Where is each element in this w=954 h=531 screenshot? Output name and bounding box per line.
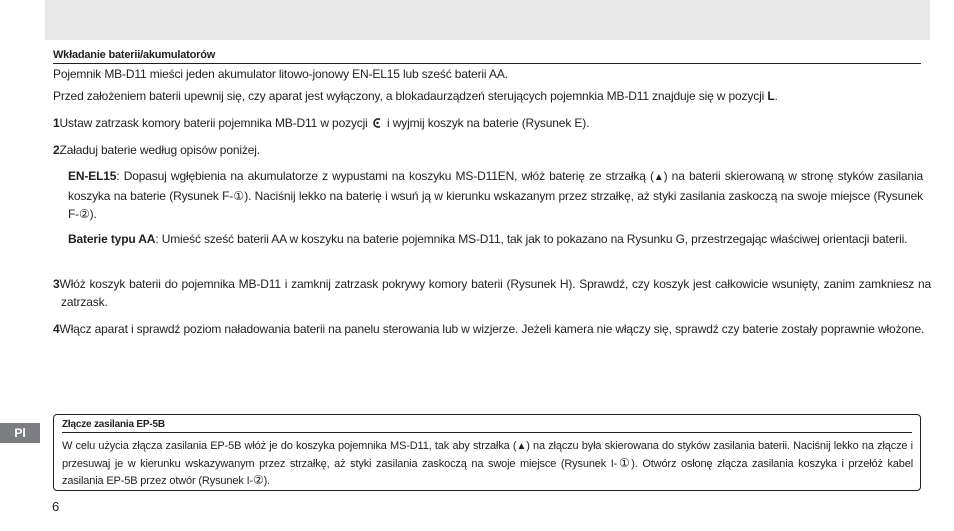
- arrow-up-icon: ▲: [516, 441, 527, 452]
- sub-aa: Baterie typu AA: Umieść sześć baterii AA w koszyku na baterie pojemnika MS-D11, tak jak to pokazano na Rysunku G, przestrzegając właściwej orientacji baterii.: [68, 232, 908, 246]
- intro-line-1: Pojemnik MB-D11 mieści jeden akumulator litowo-jonowy EN-EL15 lub sześć baterii AA.: [53, 67, 508, 81]
- intro-line-2: Przed założeniem baterii upewnij się, czy aparat jest wyłączony, a blokadaurządzeń sterujących pojemnkia MB-D11 znajduje się w pozycji L.: [53, 89, 778, 103]
- step-4: 4Włącz aparat i sprawdź poziom naładowania baterii na panelu sterowania lub w wizjerze. Jeżeli kamera nie włączy się, sprawdź czy baterie zostały poprawnie włożone.: [53, 322, 925, 336]
- circled-one: ①: [233, 189, 245, 203]
- arrow-up-icon: ▲: [653, 172, 664, 183]
- note-box: [53, 414, 921, 491]
- page-number: 6: [52, 499, 60, 514]
- step-number: 3: [53, 277, 60, 291]
- position-l-label: L: [767, 89, 775, 103]
- step-number: 4: [53, 322, 60, 336]
- step-3: 3Włóż koszyk baterii do pojemnika MB-D11 i zamknij zatrzask pokrywy komory baterii (Rysunek H). Sprawdź, czy koszyk jest całkowicie wsunięty, zanim zamkniesz na zatrzask.: [53, 277, 931, 309]
- language-tab: Pl: [0, 423, 40, 443]
- step-2: 2Załaduj baterie według opisów poniżej.: [53, 143, 260, 157]
- circled-two: ②: [253, 473, 264, 487]
- note-title: Złącze zasilania EP-5B: [62, 419, 912, 433]
- note-text: W celu użycia złącza zasilania EP-5B włóż je do koszyka pojemnika MS-D11, tak aby strzałka (▲) na złączu była skierowana do styków zasilania baterii. Naciśnij lekko na złącze i przesuwaj je w kierunku wskazywanym przez strzałkę, aż styki zasilania zaskoczą na swoje miejsce (Rysunek I-①). Otwórz osłonę złącza zasilania koszyka i przełóż kabel zasilania EP-5B przez otwór (Rysunek I-②).: [62, 440, 913, 487]
- battery-type-label: EN-EL15: [68, 169, 117, 183]
- sub-en-el15: EN-EL15: Dopasuj wgłębienia na akumulatorze z wypustami na koszyku MS-D11EN, włóż baterię ze strzałką (▲) na baterii skierowaną w stronę styków zasilania koszyka na baterie (Rysunek F-①). Naciśnij lekko na baterię i wsuń ją w kierunku wskazanym przez strzałkę, aż styki zasilania zaskoczą na swoje miejsce (Rysunek F-②).: [68, 169, 924, 221]
- lock-open-icon: [373, 115, 382, 124]
- step-1: 1Ustaw zatrzask komory baterii pojemnika MB-D11 w pozycji i wyjmij koszyk na baterie (Rysunek E).: [53, 116, 590, 130]
- section-title: Wkładanie baterii/akumulatorów: [53, 49, 921, 64]
- step-number: 2: [53, 143, 60, 157]
- circled-one: ①: [617, 456, 632, 470]
- circled-two: ②: [79, 207, 90, 221]
- step-number: 1: [53, 116, 60, 130]
- battery-type-label: Baterie typu AA: [68, 232, 156, 246]
- header-band: [45, 0, 930, 40]
